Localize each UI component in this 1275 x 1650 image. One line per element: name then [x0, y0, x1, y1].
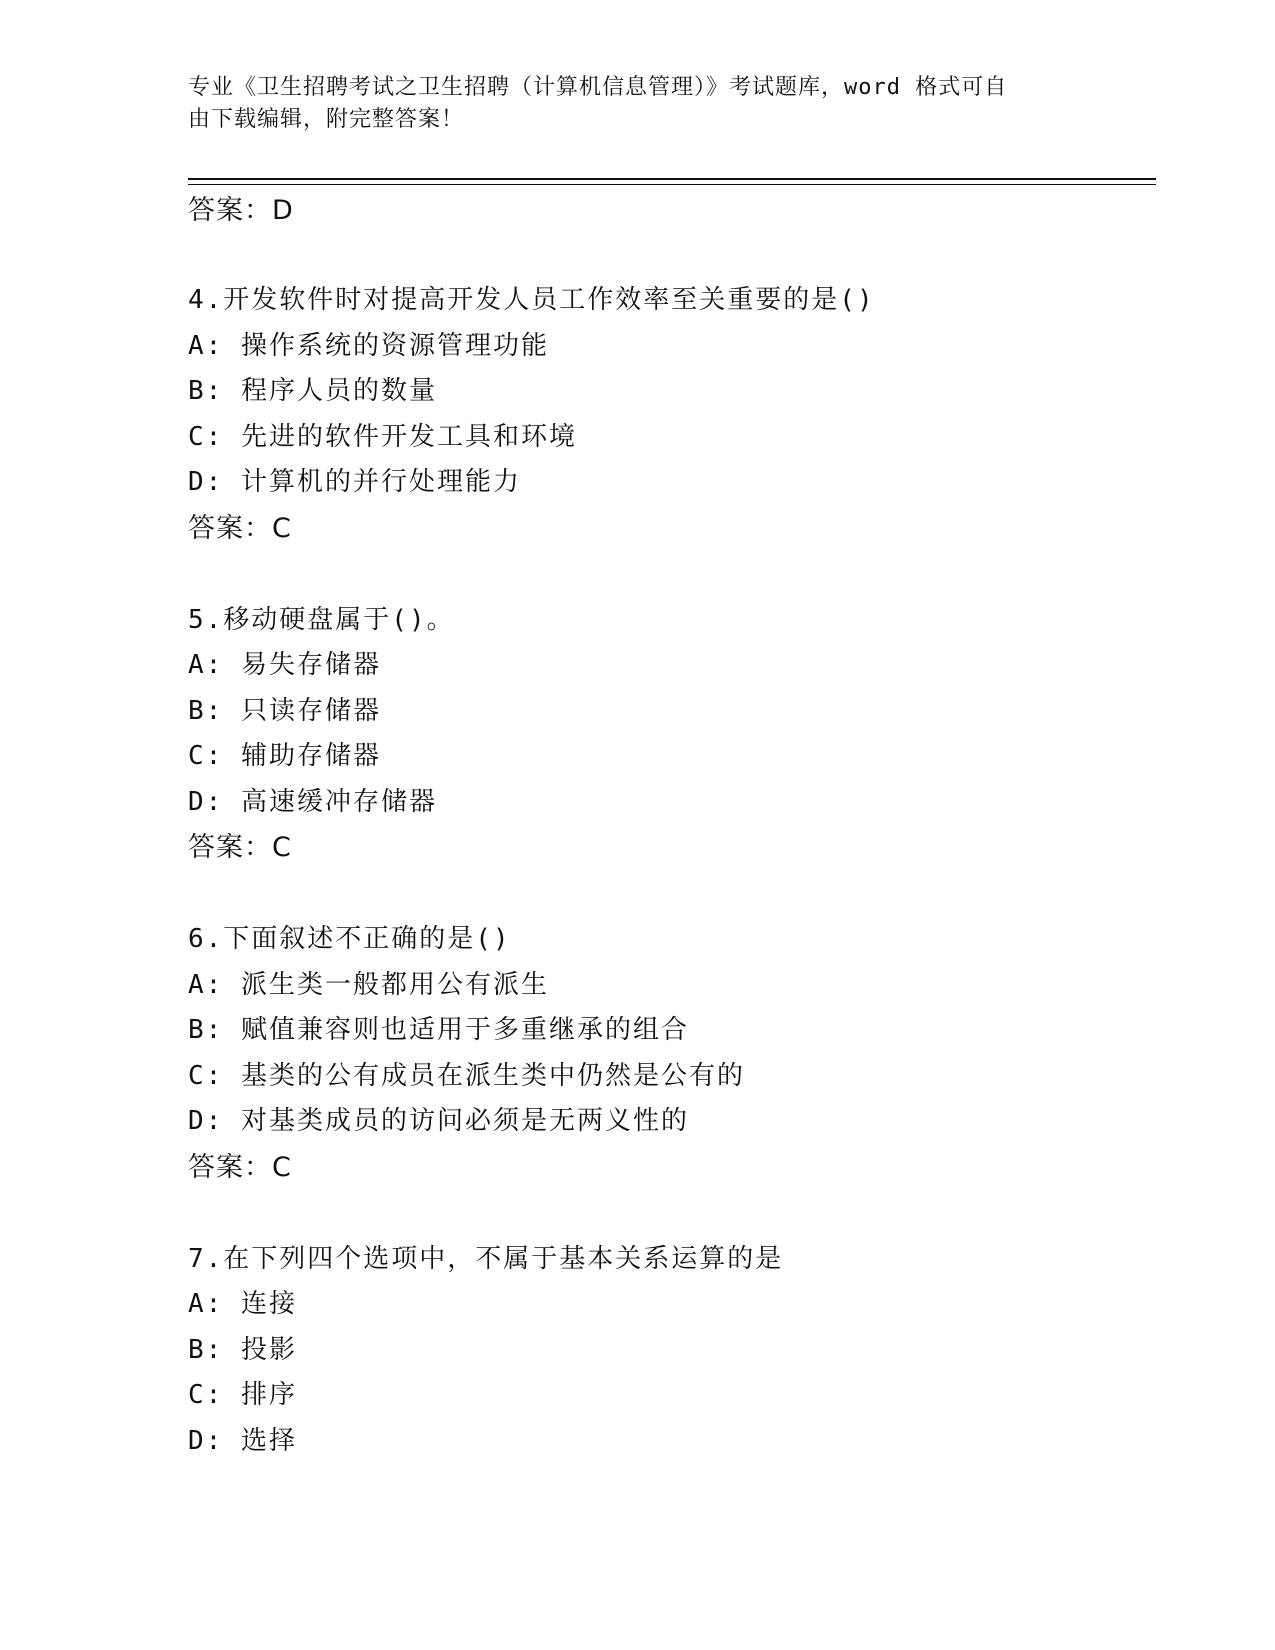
- option-d: D: 高速缓冲存储器: [188, 786, 437, 817]
- answer-line: 答案：C: [188, 512, 292, 544]
- document-header: [188, 72, 1088, 136]
- question-text: 5.移动硬盘属于()。: [188, 604, 455, 635]
- question-6: [188, 917, 1148, 1191]
- question-5: [188, 598, 1148, 872]
- option-b: B: 程序人员的数量: [188, 376, 437, 406]
- option-d: D: 对基类成员的访问必须是无两义性的: [188, 1106, 689, 1136]
- answer-line: 答案：D: [188, 195, 294, 226]
- option-c: C: 辅助存储器: [188, 741, 381, 771]
- question-gap: [188, 232, 1148, 278]
- option-a: A: 操作系统的资源管理功能: [188, 330, 549, 361]
- option-a: A: 连接: [188, 1289, 297, 1319]
- question-text: 4.开发软件时对提高开发人员工作效率至关重要的是(): [188, 285, 875, 315]
- answer-line: 答案：C: [188, 1151, 292, 1183]
- option-a: A: 派生类一般都用公有派生: [188, 969, 549, 1000]
- answer-line: 答案：C: [188, 832, 292, 863]
- option-c: C: 先进的软件开发工具和环境: [188, 421, 577, 452]
- question-gap: [188, 552, 1148, 598]
- header-divider-thick: [188, 178, 1156, 180]
- option-c: C: 基类的公有成员在派生类中仍然是公有的: [188, 1060, 745, 1091]
- option-b: B: 赋值兼容则也适用于多重继承的组合: [188, 1015, 689, 1045]
- question-gap: [188, 1191, 1148, 1237]
- question-list: [188, 190, 1148, 1464]
- option-b: B: 投影: [188, 1334, 297, 1365]
- option-b: B: 只读存储器: [188, 695, 381, 726]
- option-c: C: 排序: [188, 1380, 297, 1410]
- question-7: [188, 1237, 1148, 1465]
- question-gap: [188, 871, 1148, 917]
- question-4: [188, 278, 1148, 552]
- option-d: D: 选择: [188, 1425, 297, 1456]
- question-text: 7.在下列四个选项中，不属于基本关系运算的是: [188, 1243, 784, 1274]
- header-divider-thin: [188, 184, 1156, 185]
- option-d: D: 计算机的并行处理能力: [188, 467, 521, 497]
- header-line-2: 由下载编辑，附完整答案！: [188, 107, 465, 132]
- header-line-1: 专业《卫生招聘考试之卫生招聘（计算机信息管理）》考试题库，word 格式可自: [188, 75, 1008, 100]
- option-a: A: 易失存储器: [188, 650, 381, 680]
- question-text: 6.下面叙述不正确的是(): [188, 924, 511, 954]
